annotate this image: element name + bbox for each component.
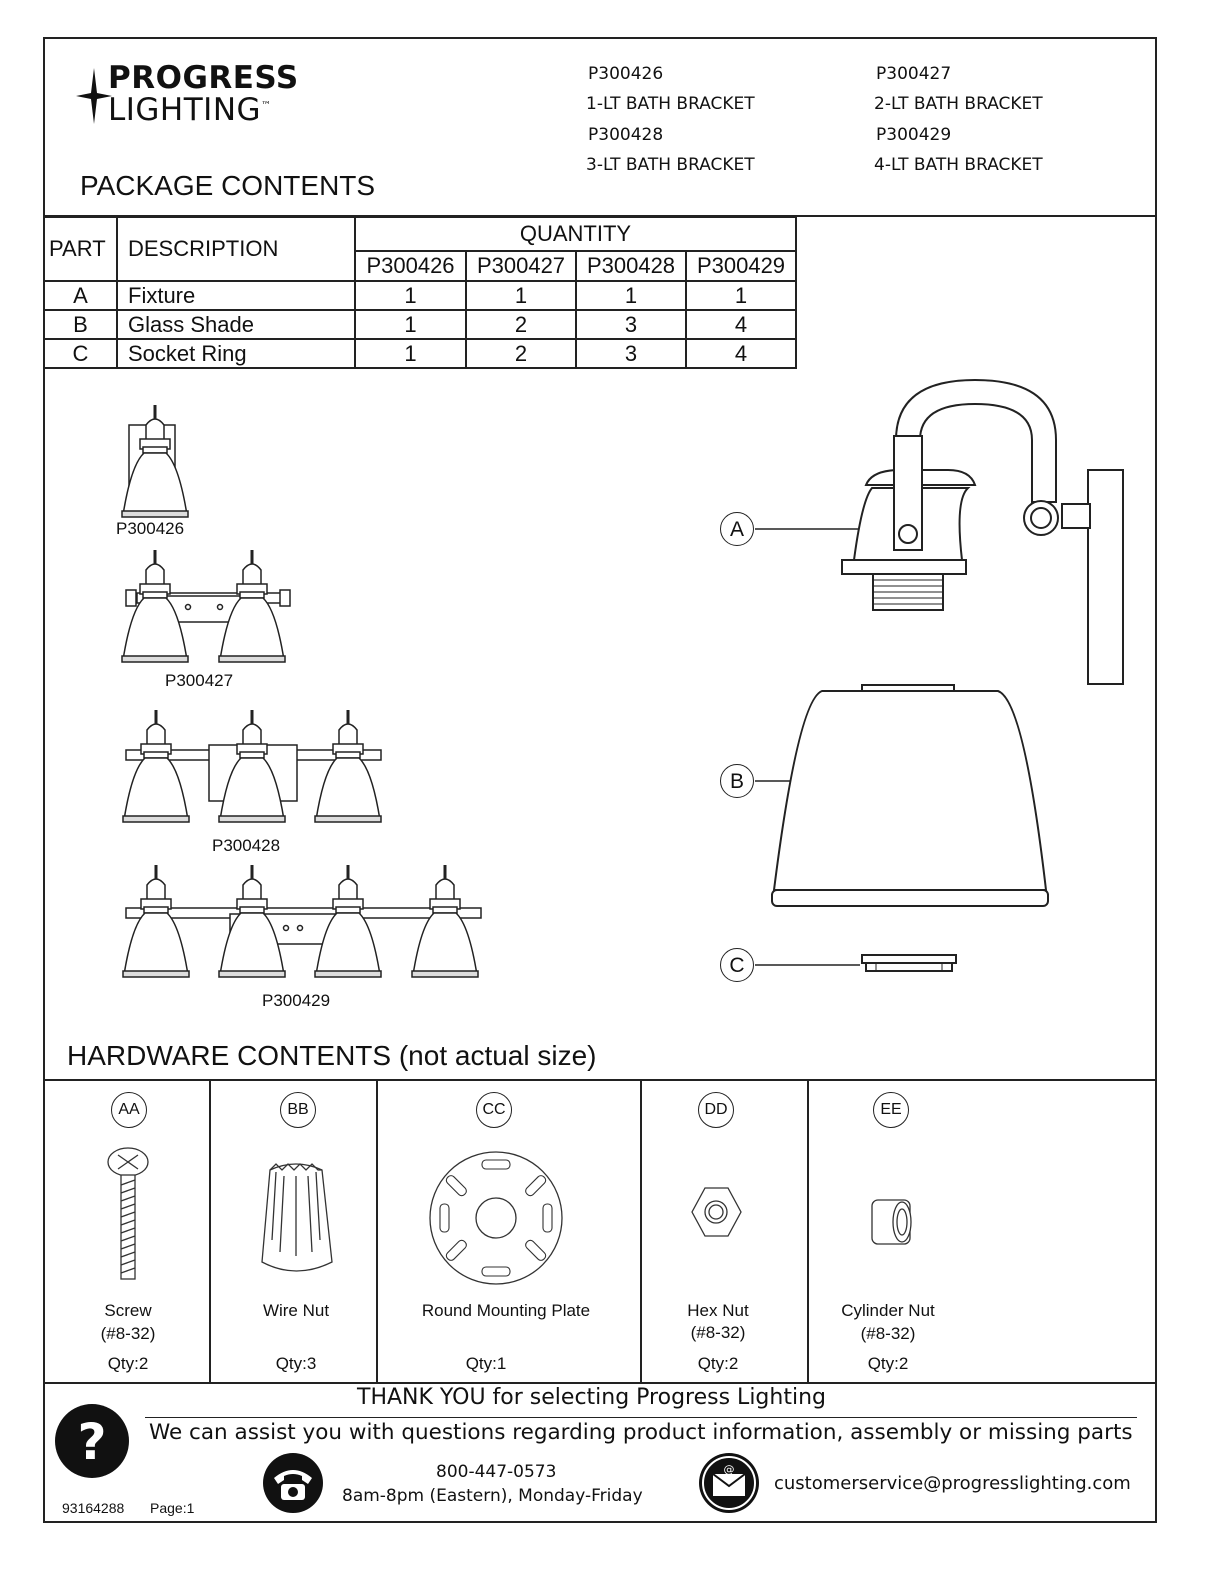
brand-line2: LIGHTING™	[108, 92, 272, 128]
model-desc-4: 4-LT BATH BRACKET	[874, 155, 1043, 175]
col-description-header: DESCRIPTION	[117, 217, 355, 281]
hw-code: AA	[111, 1092, 147, 1128]
hw-spec: (#8-32)	[100, 1324, 156, 1343]
assist-text: We can assist you with questions regarding product information, assembly or missing parts	[149, 1420, 1133, 1445]
qty-cell: 1	[466, 281, 576, 310]
part-description: Glass Shade	[117, 310, 355, 339]
hw-name: Round Mounting Plate	[421, 1301, 591, 1320]
part-letter: A	[44, 281, 117, 310]
phone-hours: 8am-8pm (Eastern), Monday-Friday	[342, 1486, 643, 1506]
page-number: Page:1	[150, 1500, 195, 1516]
callout-b: B	[720, 764, 754, 798]
fixture-caption: P300426	[116, 519, 185, 538]
part-description: Socket Ring	[117, 339, 355, 368]
sku-header: P300426	[355, 251, 466, 281]
hw-qty: Qty:3	[275, 1354, 317, 1373]
hw-qty: Qty:2	[107, 1354, 149, 1373]
brand-line1: PROGRESS	[108, 60, 299, 96]
fixture-caption: P300429	[262, 991, 331, 1010]
thank-you-text: THANK YOU for selecting Progress Lighting	[357, 1385, 826, 1410]
part-letter: B	[44, 310, 117, 339]
hw-qty: Qty:1	[465, 1354, 507, 1373]
hw-qty: Qty:2	[867, 1354, 909, 1373]
sku-header: P300429	[686, 251, 796, 281]
qty-cell: 4	[686, 339, 796, 368]
question-icon	[54, 1403, 130, 1479]
col-quantity-header: QUANTITY	[355, 217, 796, 251]
hw-spec: (#8-32)	[690, 1323, 746, 1342]
svg-text:@: @	[723, 1463, 735, 1476]
model-sku-4: P300429	[876, 125, 952, 145]
hw-code: DD	[698, 1092, 734, 1128]
divider	[145, 1417, 1137, 1418]
hw-code: CC	[476, 1092, 512, 1128]
model-sku-1: P300426	[588, 64, 664, 84]
col-part-header: PART	[44, 217, 117, 281]
callout-a: A	[720, 512, 754, 546]
qty-cell: 3	[576, 339, 686, 368]
sku-header: P300427	[466, 251, 576, 281]
qty-cell: 2	[466, 339, 576, 368]
phone-icon	[262, 1452, 324, 1514]
qty-cell: 1	[355, 339, 466, 368]
wire-nut-drawing	[262, 1164, 332, 1271]
phone-number: 800-447-0573	[436, 1462, 557, 1482]
part-description: Fixture	[117, 281, 355, 310]
doc-number: 93164288	[62, 1500, 125, 1516]
model-desc-1: 1-LT BATH BRACKET	[586, 94, 755, 114]
qty-cell: 1	[355, 281, 466, 310]
hw-code: BB	[280, 1092, 316, 1128]
screw-drawing	[108, 1148, 148, 1279]
hw-name: Screw	[104, 1301, 152, 1320]
cylinder-nut-drawing	[872, 1200, 911, 1244]
package-contents-title: PACKAGE CONTENTS	[80, 170, 376, 201]
qty-cell: 1	[355, 310, 466, 339]
qty-cell: 1	[576, 281, 686, 310]
hw-name: Hex Nut	[687, 1301, 749, 1320]
qty-cell: 3	[576, 310, 686, 339]
hardware-title: HARDWARE CONTENTS (not actual size)	[67, 1040, 597, 1071]
sku-header: P300428	[576, 251, 686, 281]
email-icon	[698, 1452, 760, 1514]
model-desc-3: 3-LT BATH BRACKET	[586, 155, 755, 175]
qty-cell: 4	[686, 310, 796, 339]
mounting-plate-drawing	[430, 1152, 562, 1284]
svg-text:?: ?	[77, 1413, 107, 1471]
fixture-caption: P300427	[165, 671, 234, 690]
model-sku-3: P300428	[588, 125, 664, 145]
hw-spec: (#8-32)	[860, 1324, 916, 1343]
hw-name: Cylinder Nut	[841, 1301, 935, 1320]
qty-cell: 1	[686, 281, 796, 310]
hw-qty: Qty:2	[697, 1354, 739, 1373]
callout-c: C	[720, 948, 754, 982]
email-address[interactable]: customerservice@progresslighting.com	[774, 1473, 1131, 1494]
qty-cell: 2	[466, 310, 576, 339]
hex-nut-drawing	[692, 1188, 741, 1236]
hw-name: Wire Nut	[262, 1301, 330, 1320]
part-letter: C	[44, 339, 117, 368]
fixture-caption: P300428	[212, 836, 281, 855]
model-desc-2: 2-LT BATH BRACKET	[874, 94, 1043, 114]
hw-code: EE	[873, 1092, 909, 1128]
model-sku-2: P300427	[876, 64, 952, 84]
